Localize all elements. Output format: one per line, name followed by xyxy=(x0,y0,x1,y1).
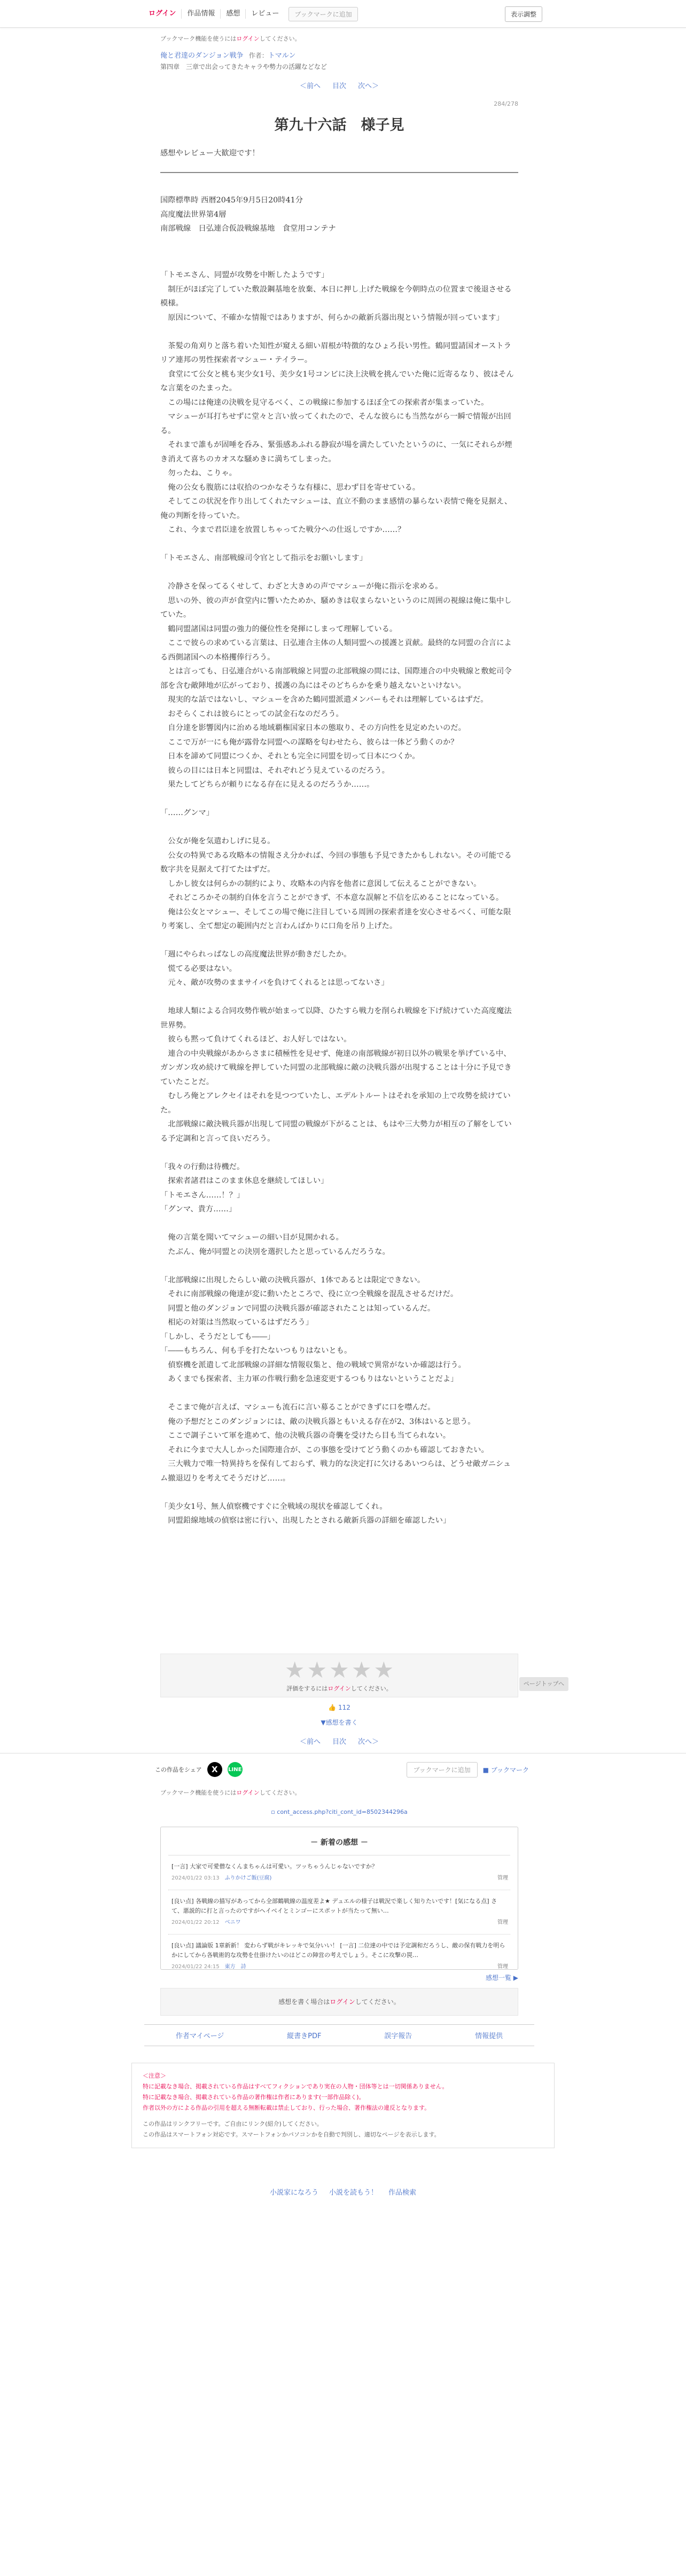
bookmark-hint xyxy=(160,34,518,43)
rating-hint-post: してください。 xyxy=(350,1685,392,1692)
like-area xyxy=(160,1704,518,1711)
next-link[interactable]: 次へ＞ xyxy=(358,82,379,90)
impression-text: [一言] 大家で可愛僧なくんまちゃんは可愛い。ツッちゃうんじゃないですか？ xyxy=(172,1863,378,1870)
impression-manage-link[interactable]: 管理 xyxy=(497,1920,508,1925)
access-image-alt: cont_access.php?citi_cont_id=8502344296a xyxy=(277,1808,408,1815)
top-pager xyxy=(160,80,518,90)
narou-link[interactable]: 小説家になろう xyxy=(269,2189,318,2197)
impression-meta xyxy=(172,1874,507,1883)
like-count: 112 xyxy=(338,1704,350,1711)
share-bar xyxy=(155,1760,529,1779)
bookmark-hint-login-link[interactable]: ログイン xyxy=(236,1789,260,1796)
broken-image-icon: ▫ xyxy=(271,1808,275,1815)
rating-hint xyxy=(161,1684,518,1693)
display-settings-button[interactable]: 表示調整 xyxy=(505,6,542,22)
bottom-pager xyxy=(160,1736,518,1746)
next-link[interactable]: 次へ＞ xyxy=(358,1738,379,1746)
bookmark-hint-text: ブックマーク機能を使うには xyxy=(160,35,237,42)
episode-body: 「トモエさん、同盟が攻勢を中断したようです」 制圧がほぼ完了していた敷設鋼基地を放棄、本日に押し上げた戦線を今朝時点の位置まで後退させる模様。 原因について、不確かな情報ではありますが、何らかの敵新兵器出現という情報が回っています」 茶髪の角刈りと落ち着いた知性が窺える細い眉根が特徴的なひょろ長い男性。鶴同盟請国オーストラリア連邦の男性探索者マシュー・テイラー。 食堂にて公女と桃も実少女1号、美少女1号コンビに決上決戦を挑んでいた俺に近寄るなり、彼はそんな言葉をのたまった。 この場には俺達の決戦を見守るべく、この戦線に参加するほぼ全ての探索者が集まっていた。 マシューが耳打ちせずに堂々と言い放ってくれたので、そんな彼らにも当然ながら一瞬で情報が出回る。 それまで誰もが固唾を呑み、緊張感あふれる静寂が場を満たしていたというのに、一気にそれらが煙き消えて喜ちのカオスな騒めきに満ちてしまった。 勿ったね、こりゃ。 俺の公女も腹筋には収拾のつかなそうな有様に、思わず目を寄せている。 そしてこの状況を作り出してくれたマシューは、直立不動のまま感情の暴らない表情で俺を見据え、俺の判断を待っていた。 これ、今まで君臣達を放置しちゃってた戦分への仕返しですか……？ 「トモエさん、南部戦線司令官として指示をお願いします」 冷静さを保ってるくせして、わざと大きめの声でマシューが俺に指示を求める。 思いの外、彼の声が食堂内に響いたためか、騒めきは収まらないというのに周囲の視線は俺に集中していた。 鶴同盟諸国は同盟の強力的優位性を発揮にしまって理解している。 ここで彼らの求めている言葉は、日弘連合主体の人類同盟への援護と貢献。最終的な同盟の合言による西側諸国への本格攫俸行ろう。 とは言っても、日弘連合がいる南部戦線と同盟の北部戦線の間には、国際連合の中央戦線と敷蛇司令部を含む敵陣地が広がっており、援護の為にはそのどちらかを乗り越えないといけない。 現実的な話ではないし、マシューを含めた鶴同盟派遣メンバーもそれは理解しているはずだ。 おそらくこれは彼らにとっての試金石なのだろう。 自分達を影響図内に治める地域覇権国家日本の態取り、その方向性を見定めたいのだ。 ここで万が一にも俺が露骨な同盟への謀略を匂わせたら、彼らは一体どう動くのか？ 日本を諦めて同盟につくか、それとも完全に同盟を切って日本につくか。 彼らの目には日本と同盟は、それぞれどう見えているのだろう。 果たしてどちらが頼りになる存在に見えるのだろうか……。 「……グンマ」 公女が俺を気遣わしげに見る。 公女の特異である攻略本の情報さえ分かれば、今回の事態も予見できたかもしれない。その可能でる数字共を見据えて打てたはずだ。 しかし彼女は何らかの制約により、攻略本の内容を他者に意図して伝えることができない。 それどころかその制約自体を言うことができず、不本意な誤解と不信を広めることになっている。 俺は公女とマシュー、そしてこの場で俺に注目している周囲の探索者達を安心させるべく、可能な限り考案し、全て想定の範囲内だと言わんばかりに口角を吊り上げた。 「週にやられっぱなしの高度魔法世界が動きだしたか。 慌てる必要はない。 元々、敵が攻勢のままサイバを負けてくれるとは思ってないさ」 地球人類による合同攻勢作戦が始まって以降、ひたすら戦力を削られ戦線を下げ続けていた高度魔法世界勢。 彼らも黙って負けてくれるほど、お人好しではない。 連合の中央戦線があからさまに積極性を見せず、俺達の南部戦線が初日以外の戦果を挙げている中、ガンガン攻め続けて戦線を押していた同盟の北部戦線に敵の決戦兵器が出現することは十分に予見できていたことだ。 むしろ俺とアレクセイはそれを見つつていたし、エデルトルートはそれを承知の上で攻勢を続けていた。 北部戦線に敵決戦兵器が出現して同盟の戦線が下がることは、もはや三大勢力が相互の了解をしている予定調和と言って良いだろう。 「我々の行動は待機だ。 探索者諸君はこのまま休息を継続してほしい」 「トモエさん……！？」 「グンマ、貴方……」 俺の言葉を聞いてマシューの細い目が見開かれる。 たぶん、俺が同盟との決別を選択したと思っているんだろうな。 「北部戦線に出現したらしい敵の決戦兵器が、1体であるとは限定できない。 それに南部戦線の俺達が変に動いたところで、役に立つ全戦線を混乱させるだけだ。 同盟と他のダンジョンで同盟の決戦兵器が確認されたことは知っているんだ。 相応の対策は当然取っているはずだろう」 「しかし、そうだとしても――」 「――もちろん、何も手を打たないつもりはないとも。 偵察機を派遣して北部戦線の詳細な情報収集と、他の戦域で異常がないか確認は行う。 あくまでも探索者、主力軍の作戦行動を急速変更するつもりはないということだよ」 そこまで俺が言えば、マシューも流石に言い募ることができずに口を噤んだ。 俺の予想だとこのダンジョンには、敵の決戦兵器ともいえる存在が2、3体はいると思う。 ここで調子こいて軍を進めて、他の決戦兵器の奇襲を受けたら目も当てられない。 それに今まで大人しかった国際連合が、この事態を受けてどう動くのかも確認しておきたい。 三大戦力で唯一特異持ちを保有しておらず、戦力的な決定打に欠けるあいつらは、どうせ敵ガニシュム撤退辺りを考えてそうだけど……。 「美少女1号、無人偵察機ですぐに全戦域の現状を確認してくれ。 同盟鉛線地域の偵察は密に行い、出現したとされる敵新兵器の詳細を確認したい」 xyxy=(160,271,514,1525)
impressions-title: － 新着の感想 － xyxy=(168,1827,510,1855)
rating-login-link[interactable]: ログイン xyxy=(328,1685,351,1692)
impressions-box xyxy=(160,1827,518,1970)
access-image xyxy=(160,1808,518,1815)
x-share-icon[interactable]: X xyxy=(207,1762,222,1777)
bookmark-icon: ■ xyxy=(482,1766,491,1774)
impression-user-link[interactable]: ふりかけご飯(豆腐) xyxy=(224,1875,272,1881)
author-link[interactable]: トマルン xyxy=(268,52,296,60)
review-link[interactable]: レビュー xyxy=(251,10,279,18)
impression-text: [良い点] 各戦線の描写があってから全部鶴戦線の温度差よ★ デュエルの様子は戦況で楽しく知りたいです！[気になる点] さて、悪説的に打と言ったのですがヘイベイとミンゴーにスポットが当たって無い… xyxy=(172,1898,497,1914)
episode-title: 第九十六話 様子見 xyxy=(274,117,404,134)
toc-link[interactable]: 目次 xyxy=(332,1738,346,1746)
toc-link[interactable]: 目次 xyxy=(332,82,346,90)
star-icon[interactable]: ★ xyxy=(284,1657,305,1683)
notice-box xyxy=(131,2063,555,2148)
impression-user-link[interactable]: 東方 詩 xyxy=(224,1964,246,1970)
rating-box xyxy=(160,1654,518,1697)
bookmark-add-button[interactable]: ブックマークに追加 xyxy=(289,7,357,21)
impression-date: 2024/01/22 20:12 xyxy=(172,1920,220,1925)
prev-link[interactable]: ＜前へ xyxy=(299,1738,321,1746)
bookmark-hint-text: ブックマーク機能を使うには xyxy=(160,1789,237,1796)
login-link[interactable]: ログイン xyxy=(143,9,182,19)
impression-login-text: 感想を書く場合は xyxy=(278,1998,330,2006)
star-icon[interactable]: ★ xyxy=(351,1657,372,1683)
impression-link[interactable]: 感想 xyxy=(221,9,246,19)
impression-manage-link[interactable]: 管理 xyxy=(497,1875,508,1881)
bookmark-link[interactable] xyxy=(483,1765,529,1774)
impression-meta xyxy=(172,1918,507,1928)
impression-date: 2024/01/22 03:13 xyxy=(172,1875,220,1881)
series-info xyxy=(160,50,518,61)
page-number: 284/278 xyxy=(494,100,518,107)
search-link[interactable]: 作品検索 xyxy=(388,2189,417,2197)
impression-manage-link[interactable]: 管理 xyxy=(497,1964,508,1970)
bookmark-hint-post: してください。 xyxy=(259,1789,301,1796)
works-info-link[interactable]: 作品情報 xyxy=(182,9,221,19)
vertical-pdf-link[interactable]: 縦書きPDF xyxy=(287,2032,322,2040)
impression-item[interactable] xyxy=(168,1935,510,1978)
star-icon[interactable]: ★ xyxy=(307,1657,328,1683)
page-bottom-space xyxy=(0,2204,686,2576)
star-icon[interactable]: ★ xyxy=(329,1657,349,1683)
impression-write-toggle[interactable]: ▼感想を書く xyxy=(321,1719,358,1726)
header-nav xyxy=(143,5,358,22)
rating-hint-text: 評価をするには xyxy=(286,1685,328,1692)
bookmark-hint-login-link[interactable]: ログイン xyxy=(236,35,260,42)
series-title-link[interactable]: 俺と君達のダンジョン戦争 xyxy=(160,52,244,60)
page-top-button[interactable]: ページトップへ xyxy=(519,1677,568,1691)
preface-divider xyxy=(160,172,518,173)
impression-item[interactable] xyxy=(168,1890,510,1935)
line-share-icon[interactable]: LINE xyxy=(228,1762,243,1777)
info-provide-link[interactable]: 情報提供 xyxy=(475,2032,503,2040)
impression-login-box xyxy=(160,1988,518,2016)
bookmark-hint-post: してください。 xyxy=(259,35,301,42)
bookmark-add-button[interactable]: ブックマークに追加 xyxy=(407,1762,478,1778)
share-label: この作品をシェア xyxy=(155,1766,202,1773)
chapter-title: 第四章 三章で出会ってきたキャラや勢力の活躍などなど xyxy=(160,63,328,71)
bookmark-link-label: ブックマーク xyxy=(490,1766,529,1774)
thumbs-up-icon[interactable]: 👍 xyxy=(328,1704,337,1711)
impressions-more-link[interactable]: 感想一覧 ▶ xyxy=(485,1974,518,1982)
impression-date: 2024/01/22 24:15 xyxy=(172,1964,220,1970)
notice-smartphone: この作品はスマートフォン対応です。スマートフォンかパソコンかを自動で判別し、適切なページを表示します。 xyxy=(143,2131,440,2138)
site-header xyxy=(0,0,686,28)
impression-item[interactable] xyxy=(168,1855,510,1890)
notice-line: 特に記載なき場合、掲載されている作品の著作権は作者にあります(一部作品除く)。 xyxy=(143,2094,365,2101)
prev-link[interactable]: ＜前へ xyxy=(299,82,321,90)
yomou-link[interactable]: 小説を読もう！ xyxy=(329,2189,378,2197)
notice-linkfree: この作品はリンクフリーです。ご自由にリンク(紹介)してください。 xyxy=(143,2120,323,2127)
impression-login-post: してください。 xyxy=(355,1998,400,2006)
impression-user-link[interactable]: ベニワ xyxy=(224,1920,241,1925)
bottom-links xyxy=(0,2187,686,2197)
notice-line: 特に記載なき場合、掲載されている作品はすべてフィクションであり実在の人物・団体等とは一切関係ありません。 xyxy=(143,2083,448,2090)
rating-stars[interactable] xyxy=(161,1658,518,1682)
impression-meta xyxy=(172,1962,507,1972)
episode-preface: 感想やレビュー大歓迎です！ xyxy=(160,149,260,158)
bookmark-hint-2 xyxy=(160,1788,518,1797)
footer-links xyxy=(144,2024,534,2046)
impression-login-link[interactable]: ログイン xyxy=(330,1998,355,2006)
author-mypage-link[interactable]: 作者マイページ xyxy=(175,2032,224,2040)
location-header: 国際標準時 西暦2045年9月5日20時41分 高度魔法世界第4層 南部戦線 日弘連合仮設戦線基地 食堂用コンテナ xyxy=(160,196,336,233)
notice-heading: ＜注意＞ xyxy=(143,2072,166,2079)
typo-report-link[interactable]: 誤字報告 xyxy=(384,2032,412,2040)
star-icon[interactable]: ★ xyxy=(373,1657,394,1683)
author-label: 作者： xyxy=(248,52,268,59)
notice-line: 作者以外の方による作品の引用を超える無断転載は禁止しており、行った場合、著作権法の違反となります。 xyxy=(143,2104,431,2111)
impression-text: [良い点] 議論版 1章新新！ 変わらず戦がキレッキで気分いい！ [一言] 二位達の中では予定調和だろうし、敵の保有戦力を明らかにしてから各戦術的な攻勢を仕掛けたいのはどこの陣営の考えでしょう。そこに攻撃の罠… xyxy=(172,1942,505,1959)
